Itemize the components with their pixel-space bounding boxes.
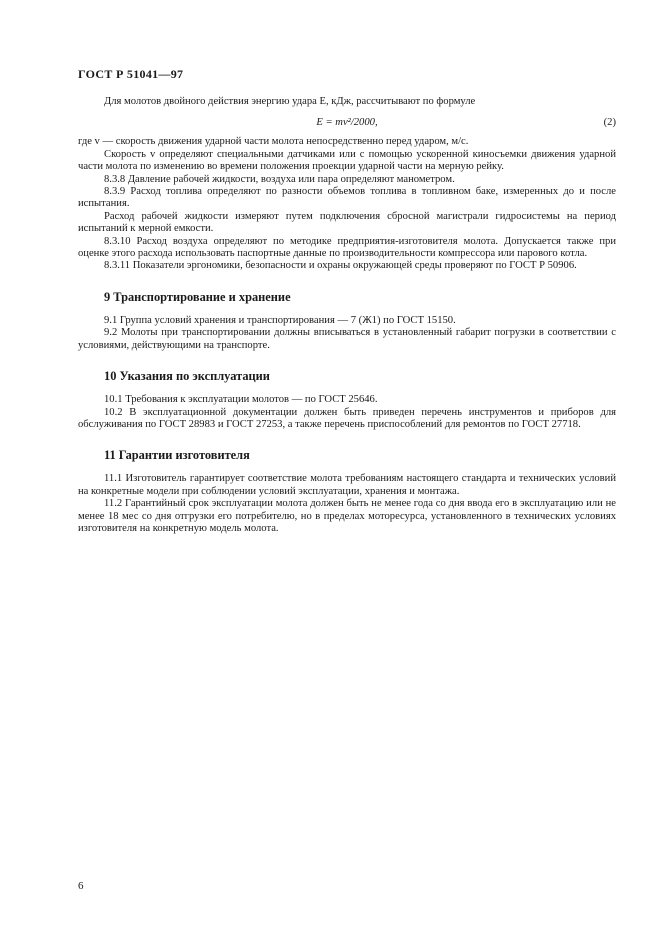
page-content bbox=[78, 96, 616, 535]
section-heading: 11 Гарантии изготовителя bbox=[104, 448, 250, 463]
paragraph: 11.1 Изготовитель гарантирует соответствие молота требованиям настоящего стандарта и технических условий на конкретные модели при соблюдении условий эксплуатации, хранения и монтажа. bbox=[78, 473, 616, 497]
paragraph: 10.2 В эксплуатационной документации должен быть приведен перечень инструментов и приборов для обслуживания по ГОСТ 28983 и ГОСТ 27253, а также перечень приспособлений для ремонтов по ГОСТ 27718. bbox=[78, 406, 616, 430]
paragraph: 8.3.9 Расход топлива определяют по разности объемов топлива в топливном баке, измеренных до и после испытания. bbox=[78, 186, 616, 210]
formula-block bbox=[78, 108, 616, 136]
paragraph: 10.1 Требования к эксплуатации молотов — по ГОСТ 25646. bbox=[104, 394, 378, 406]
paragraph: 8.3.11 Показатели эргономики, безопасности и охраны окружающей среды проверяют по ГОСТ Р 50906. bbox=[104, 260, 577, 272]
paragraph: 9.1 Группа условий хранения и транспортирования — 7 (Ж1) по ГОСТ 15150. bbox=[104, 314, 456, 326]
formula-intro: Для молотов двойного действия энергию удара E, кДж, рассчитывают по формуле bbox=[104, 96, 476, 107]
paragraph: Скорость v определяют специальными датчиками или с помощью ускоренной киносъемки движения ударной части молота по изменению во времени положения проекции ударной части на мерную рейку. bbox=[78, 148, 616, 173]
paragraph: Расход рабочей жидкости измеряют путем подключения сбросной магистрали гидросистемы на период испытаний к мерной емкости. bbox=[78, 210, 616, 235]
section-heading: 9 Транспортирование и хранение bbox=[104, 289, 291, 304]
section-heading: 10 Указания по эксплуатации bbox=[104, 369, 270, 384]
page-number: 6 bbox=[78, 880, 84, 892]
paragraph: где v — скорость движения ударной части молота непосредственно перед ударом, м/с. bbox=[78, 136, 469, 148]
document-header: ГОСТ Р 51041—97 bbox=[78, 67, 184, 81]
formula-expression: E = mv²/2000, bbox=[316, 117, 378, 129]
paragraph: 8.3.8 Давление рабочей жидкости, воздуха или пара определяют манометром. bbox=[104, 173, 455, 185]
formula-number: (2) bbox=[603, 117, 616, 129]
paragraph: 9.2 Молоты при транспортировании должны вписываться в установленный габарит погрузки в соответствии с условиями, действующими на транспорте. bbox=[78, 327, 616, 351]
paragraph: 11.2 Гарантийный срок эксплуатации молота должен быть не менее года со дня ввода его в эксплуатацию или не менее 18 мес со дня отгрузки его потребителю, но в пределах моторесурса, установленного в технических условиях изготовителя на конкретную модель молота. bbox=[78, 498, 616, 534]
paragraph: 8.3.10 Расход воздуха определяют по методике предприятия-изготовителя молота. Допускается также при оценке этого расхода использовать паспортные данные по производительности компрессора или парового котла. bbox=[78, 235, 616, 260]
